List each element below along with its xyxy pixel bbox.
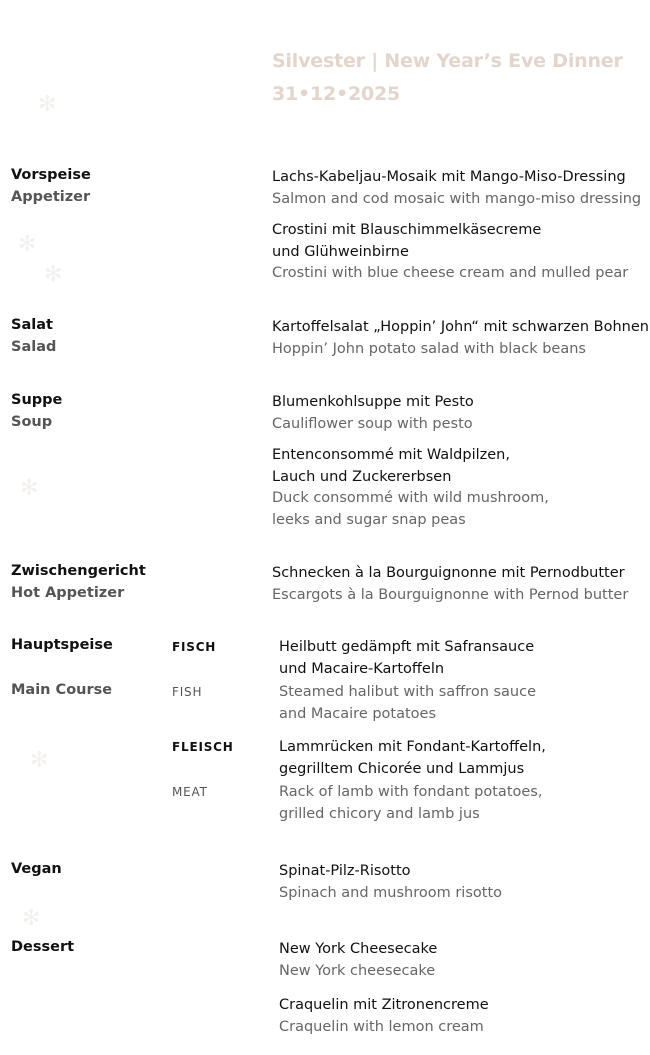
category-label-de: Dessert — [11, 939, 75, 955]
dish-name-de: Schnecken à la Bourguignonne mit Pernodbutter — [272, 565, 625, 581]
dish-name-de: Blumenkohlsuppe mit Pesto — [272, 394, 474, 410]
category-label-de: Zwischengericht — [11, 563, 146, 579]
dish-name-de: New York Cheesecake — [279, 941, 438, 957]
dish-name-en: Hoppin’ John potato salad with black beans — [272, 341, 586, 357]
snowflake-icon: ✻ — [18, 232, 37, 257]
category-label-en: Soup — [11, 414, 53, 430]
dish-name-de: Heilbutt gedämpft mit Safransauce und Macaire-Kartoffeln — [279, 639, 535, 677]
snowflake-icon: ✻ — [20, 476, 39, 501]
dish-name-en: Steamed halibut with saffron sauce and Macaire potatoes — [279, 684, 537, 722]
category-label-en: Main Course — [11, 682, 113, 698]
category-label-de: Hauptspeise — [11, 637, 113, 653]
snowflake-icon: ✻ — [44, 262, 63, 287]
dish-name-en: Rack of lamb with fondant potatoes, grilled chicory and lamb jus — [279, 784, 543, 822]
menu-date: 31•12•2025 — [272, 83, 401, 105]
snowflake-icon: ✻ — [30, 748, 49, 773]
dish-name-en: New York cheesecake — [279, 963, 436, 979]
subcategory-label-de: FISCH — [172, 640, 217, 654]
dish-name-en: Salmon and cod mosaic with mango-miso dressing — [272, 191, 642, 207]
dish-name-en: Spinach and mushroom risotto — [279, 885, 503, 901]
category-label-de: Suppe — [11, 392, 63, 408]
category-label-de: Vegan — [11, 861, 62, 877]
category-label-en: Salad — [11, 339, 57, 355]
subcategory-label-en: MEAT — [172, 785, 208, 799]
dish-name-de: Lammrücken mit Fondant-Kartoffeln, gegrilltem Chicorée und Lammjus — [279, 739, 546, 777]
category-label-de: Vorspeise — [11, 167, 91, 183]
dish-name-de: Kartoffelsalat „Hoppin’ John“ mit schwarzen Bohnen — [272, 319, 649, 335]
dish-name-de: Craquelin mit Zitronencreme — [279, 997, 489, 1013]
dish-name-en: Craquelin with lemon cream — [279, 1019, 484, 1035]
subcategory-label-de: FLEISCH — [172, 740, 234, 754]
snowflake-icon: ✻ — [22, 906, 41, 931]
menu-title: Silvester | New Year’s Eve Dinner — [272, 50, 623, 72]
dish-name-de: Entenconsommé mit Waldpilzen, Lauch und Zuckererbsen — [272, 447, 510, 485]
category-label-de: Salat — [11, 317, 53, 333]
dish-name-en: Escargots à la Bourguignonne with Pernod butter — [272, 587, 629, 603]
dish-name-en: Crostini with blue cheese cream and mulled pear — [272, 265, 629, 281]
dish-name-en: Cauliflower soup with pesto — [272, 416, 473, 432]
dish-name-de: Crostini mit Blauschimmelkäsecreme und Glühweinbirne — [272, 222, 542, 260]
snowflake-icon: ✻ — [38, 92, 57, 117]
subcategory-label-en: FISH — [172, 685, 203, 699]
dish-name-de: Lachs-Kabeljau-Mosaik mit Mango-Miso-Dressing — [272, 169, 626, 185]
category-label-en: Appetizer — [11, 189, 91, 205]
dish-name-en: Duck consommé with wild mushroom, leeks and sugar snap peas — [272, 490, 549, 528]
dish-name-de: Spinat-Pilz-Risotto — [279, 863, 411, 879]
category-label-en: Hot Appetizer — [11, 585, 125, 601]
